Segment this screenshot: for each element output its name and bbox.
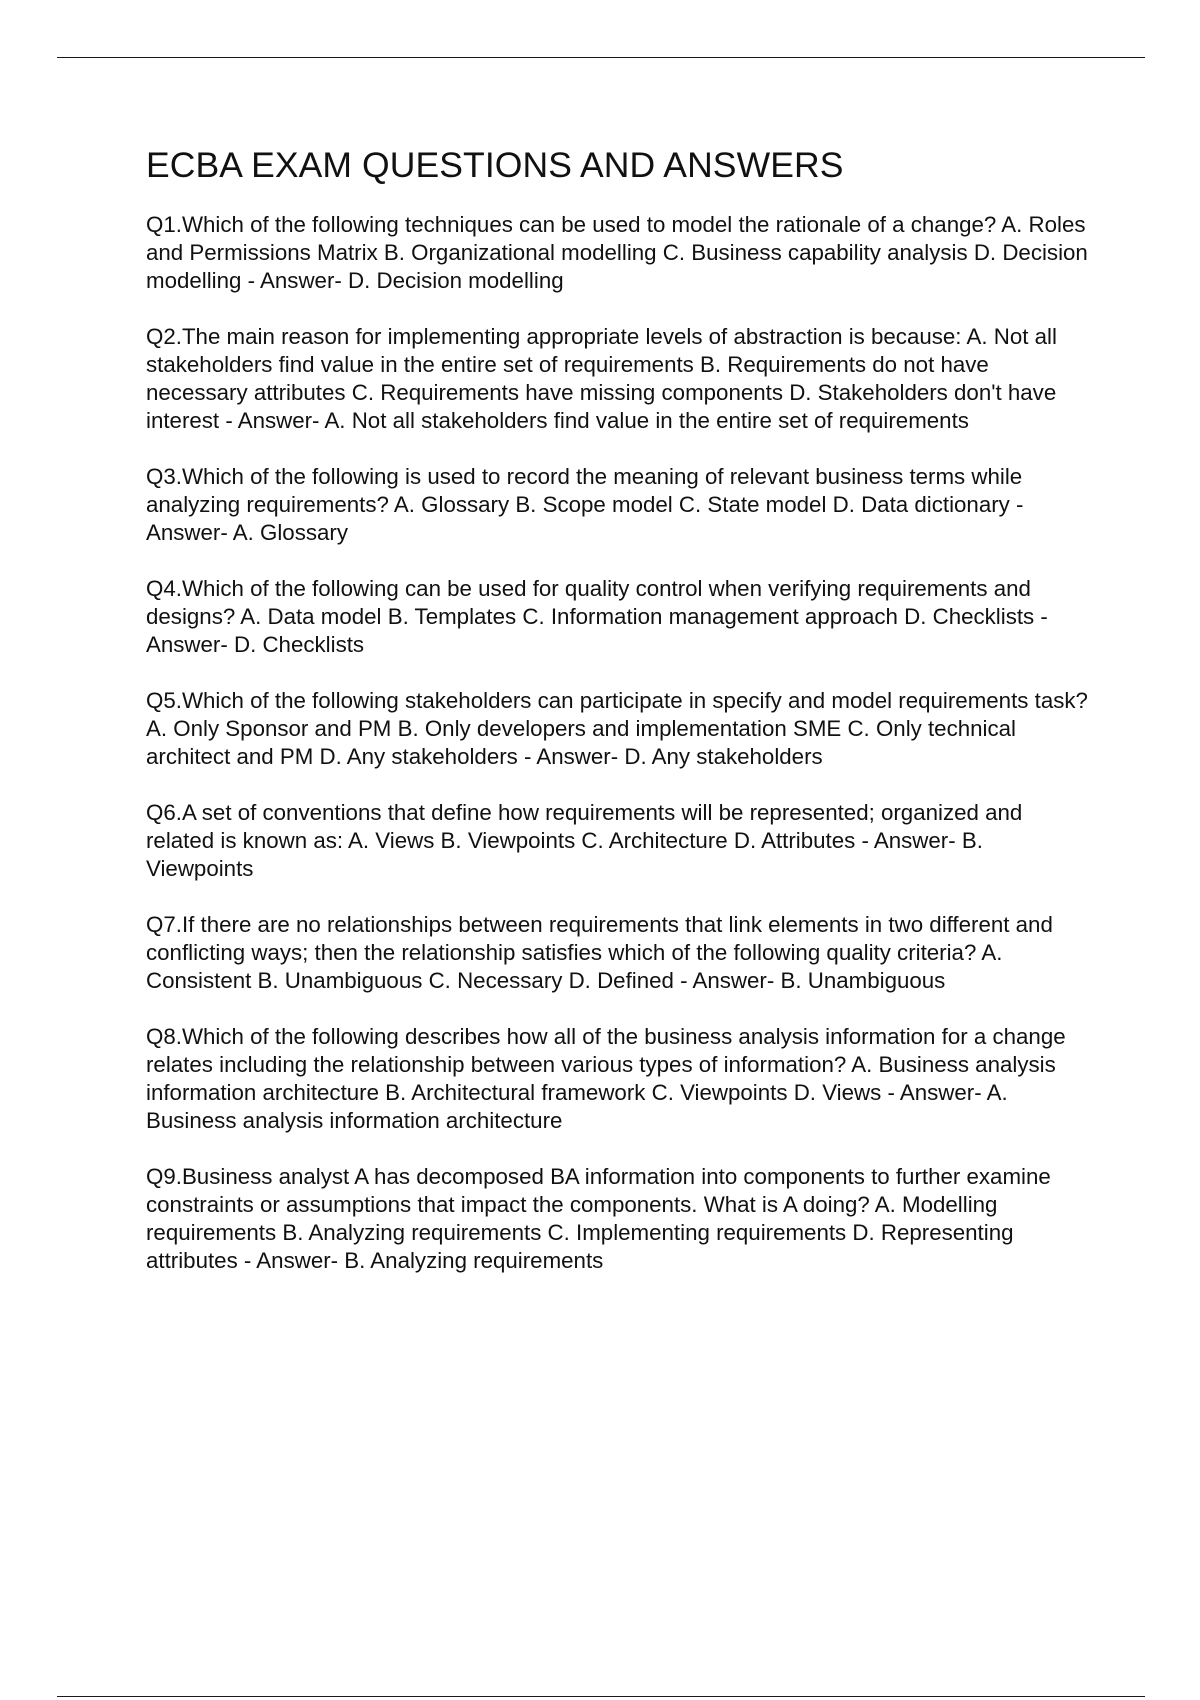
footer-rule xyxy=(57,1696,1145,1697)
question-q8: Q8.Which of the following describes how all of the business analysis information for a change relates including the relationship between various types of information? A. Business analysis information architecture B. Architectural framework C. Viewpoints D. Views - Answer- A. Business analysis information architecture xyxy=(146,1024,1066,1133)
question-q6: Q6.A set of conventions that define how requirements will be represented; organized and related is known as: A. Views B. Viewpoints C. Architecture D. Attributes - Answer- B. Viewpoints xyxy=(146,800,1023,881)
question-q3: Q3.Which of the following is used to record the meaning of relevant business terms while analyzing requirements? A. Glossary B. Scope model C. State model D. Data dictionary - Answer- A. Glossary xyxy=(146,464,1024,545)
header-rule xyxy=(57,57,1145,58)
question-q1: Q1.Which of the following techniques can be used to model the rationale of a change? A. Roles and Permissions Matrix B. Organizational modelling C. Business capability analysis D. Decision modelling - Answer- D. Decision modelling xyxy=(146,212,1088,293)
question-q2: Q2.The main reason for implementing appropriate levels of abstraction is because: A. Not all stakeholders find value in the entire set of requirements B. Requirements do not have necessary attributes C. Requirements have missing components D. Stakeholders don't have interest - Answer- A. Not all stakeholders find value in the entire set of requirements xyxy=(146,324,1057,433)
question-q9: Q9.Business analyst A has decomposed BA information into components to further examine constraints or assumptions that impact the components. What is A doing? A. Modelling requirements B. Analyzing requirements C. Implementing requirements D. Representing attributes - Answer- B. Analyzing requirements xyxy=(146,1164,1051,1273)
question-q7: Q7.If there are no relationships between requirements that link elements in two different and conflicting ways; then the relationship satisfies which of the following quality criteria? A. Consistent B. Unambiguous C. Necessary D. Defined - Answer- B. Unambiguous xyxy=(146,912,1053,993)
question-q5: Q5.Which of the following stakeholders can participate in specify and model requirements task? A. Only Sponsor and PM B. Only developers and implementation SME C. Only technical architect and PM D. Any stakeholders - Answer- D. Any stakeholders xyxy=(146,688,1088,769)
document-body xyxy=(146,143,1094,1303)
document-title: ECBA EXAM QUESTIONS AND ANSWERS xyxy=(146,145,844,185)
question-q4: Q4.Which of the following can be used for quality control when verifying requirements and designs? A. Data model B. Templates C. Information management approach D. Checklists - Answer- D. Checklists xyxy=(146,576,1048,657)
